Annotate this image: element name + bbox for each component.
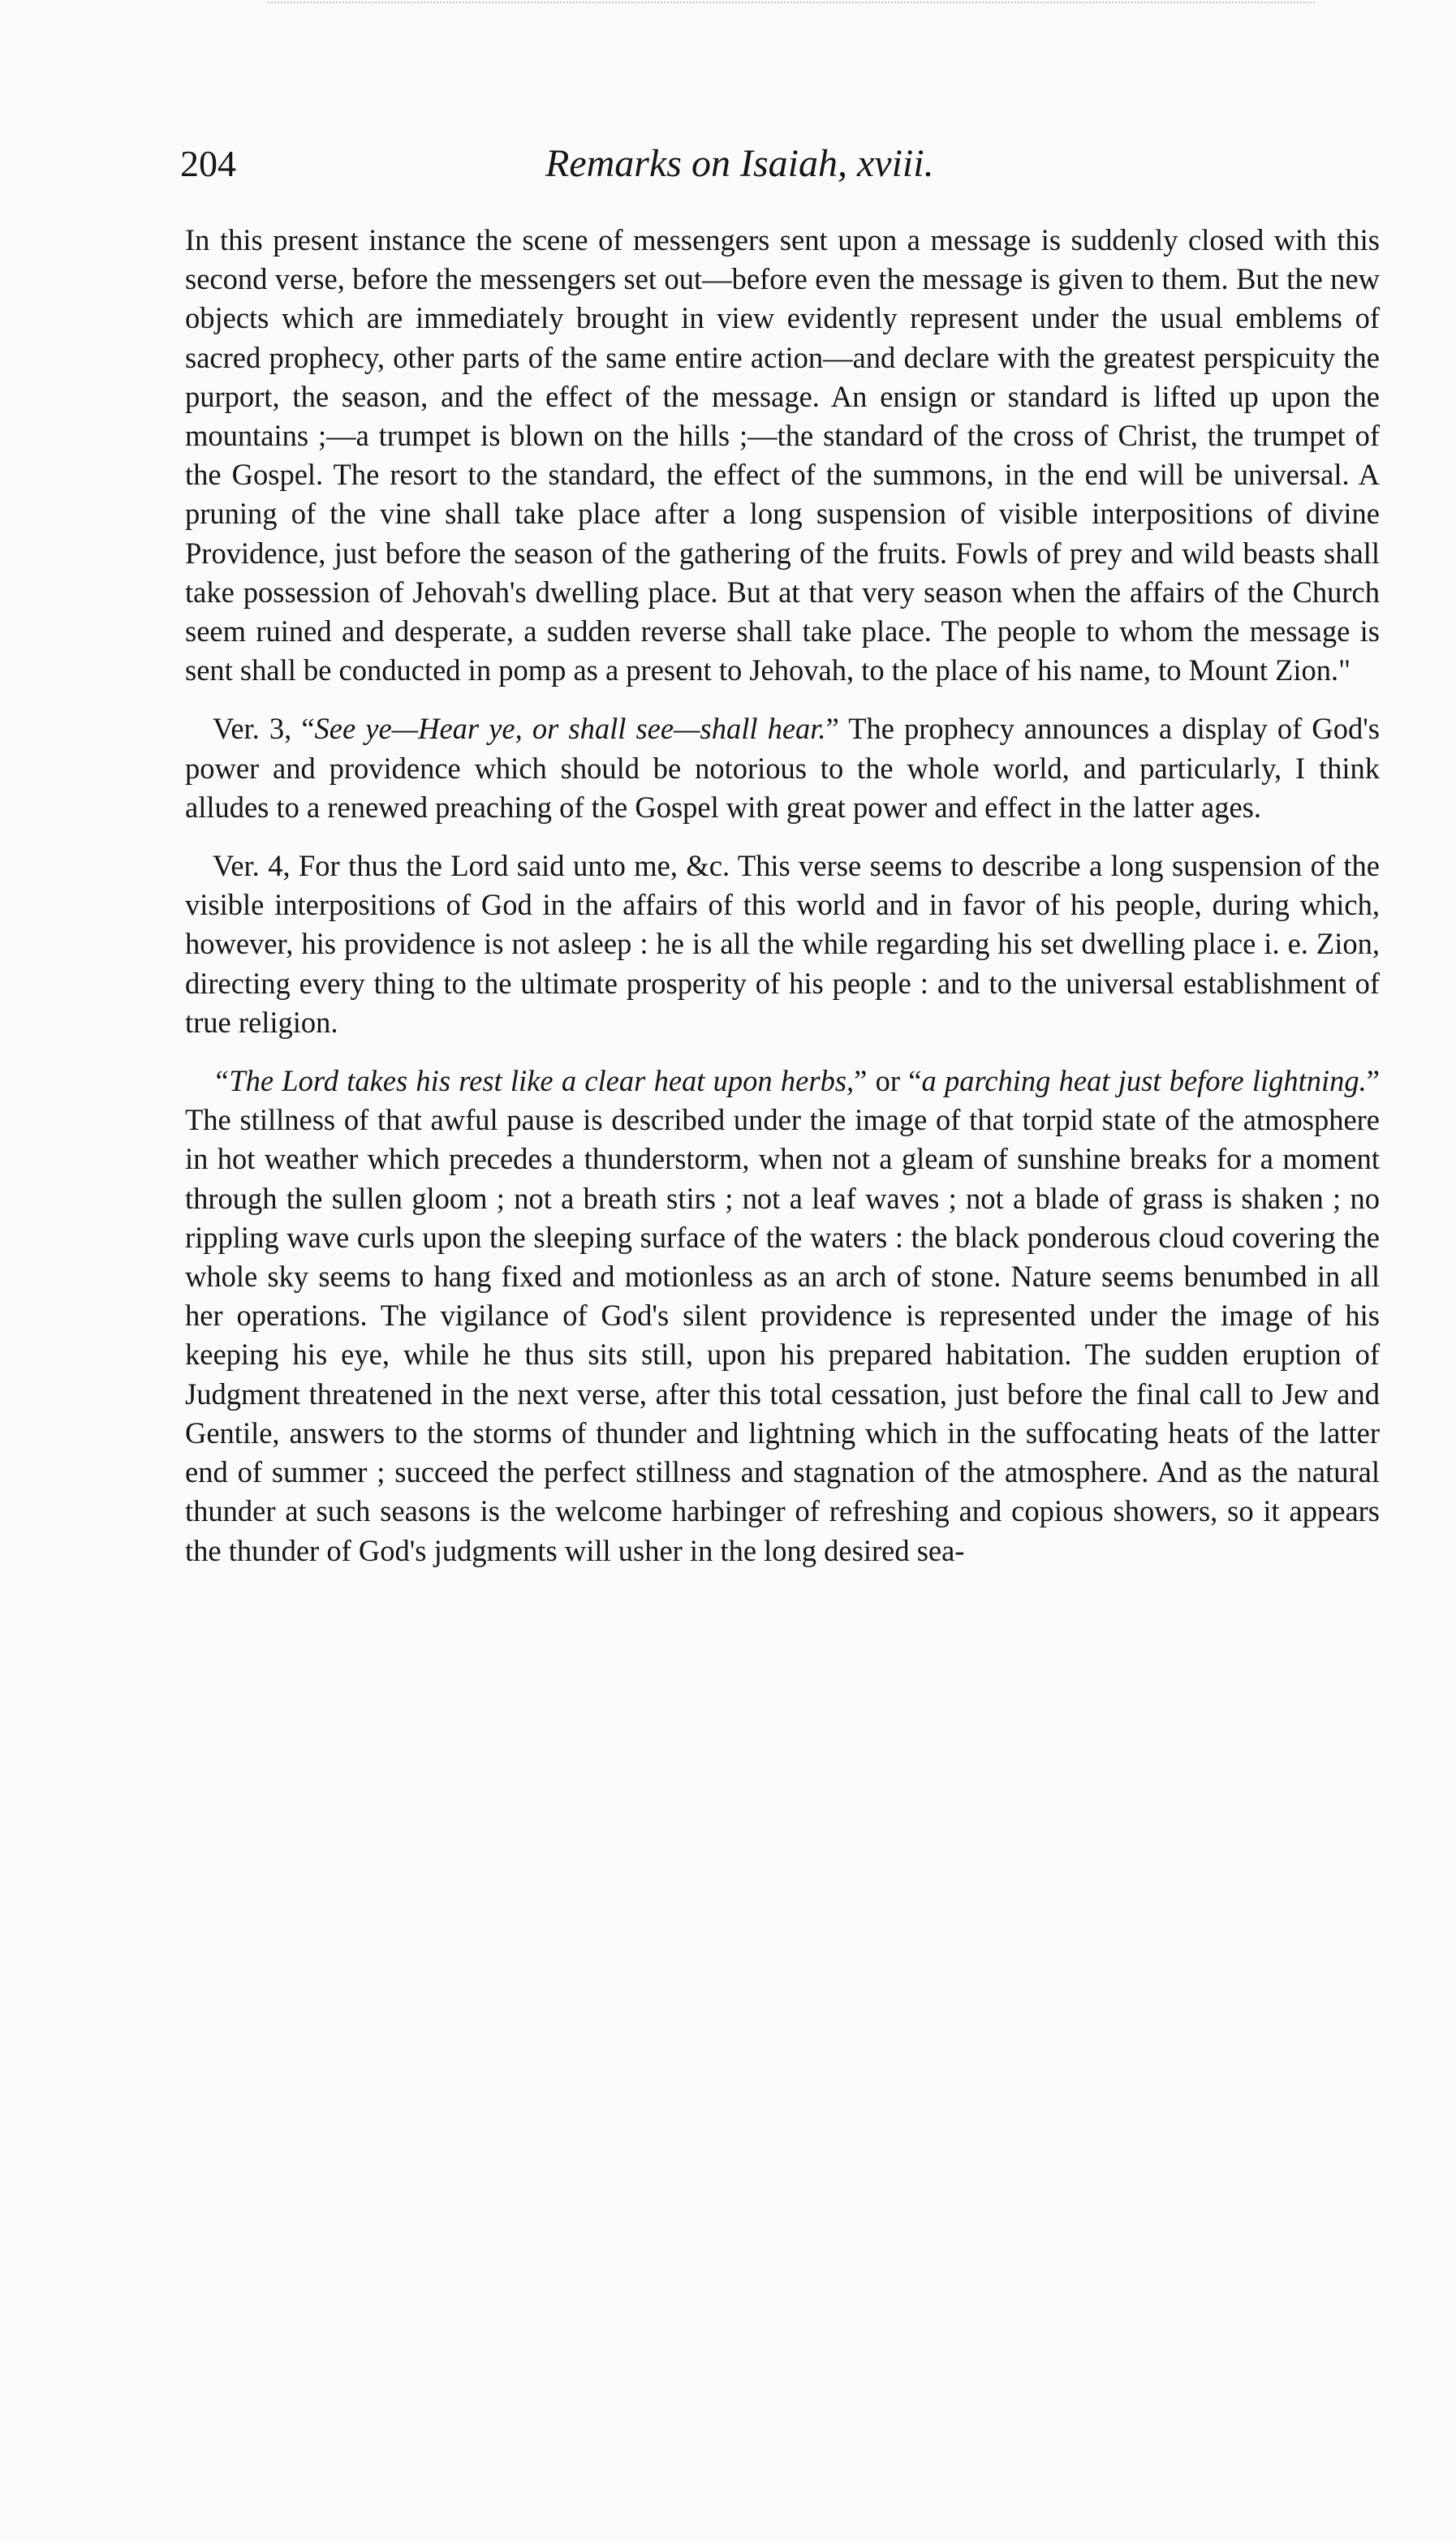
running-title: Remarks on Isaiah, xviii. (545, 142, 934, 185)
page-number: 204 (180, 143, 236, 184)
paragraph-4 (185, 1062, 1380, 1570)
quote-connector: ” or “ (854, 1064, 922, 1098)
paragraph-3: Ver. 4, For thus the Lord said unto me, &c. This verse seems to describe a long suspension of the visible interpositions of God in the affairs of this world and in favor of his people, during which, however, his providence is not asleep : he is all the while regarding his set dwelling place i. e. Zion, directing every thing to the ultimate prosperity of his people : and to the universal establishment of true religion. (185, 849, 1380, 1039)
paragraph-2 (185, 709, 1380, 827)
verse-ref-3: Ver. 3, “ (213, 712, 315, 746)
running-head (180, 140, 1381, 196)
verse-quote-3: See ye—Hear ye, or shall see—shall hear. (314, 712, 826, 746)
top-edge-specks (268, 2, 1315, 16)
quote-rest-like-heat: “The Lord takes his rest like a clear heat upon herbs, (213, 1064, 855, 1098)
quote-parching-heat: a parching heat just before lightning. (921, 1064, 1367, 1098)
paragraph-4-body: ” The stillness of that awful pause is described under the image of that torpid state of the atmosphere in hot weather which precedes a thunderstorm, when not a gleam of sunshine breaks for a moment through the sullen gloom ; not a breath stirs ; not a leaf waves ; not a blade of grass is shaken ; no rippling wave curls upon the sleeping surface of the waters : the black ponderous cloud covering the whole sky seems to hang fixed and motionless as an arch of stone. Nature seems benumbed in all her operations. The vigilance of God's silent providence is represented under the image of his keeping his eye, while he thus sits still, upon his prepared habitation. The sudden eruption of Judgment threatened in the next verse, after this total cessation, just before the final call to Jew and Gentile, answers to the storms of thunder and lightning which in the suffocating heats of the latter end of summer ; succeed the perfect stillness and stagnation of the atmosphere. And as the natural thunder at such seasons is the welcome harbinger of refreshing and copious showers, so it appears the thunder of God's judgments will usher in the long desired sea- (185, 1064, 1380, 1567)
body-text (185, 221, 1380, 1570)
paragraph-2-body: ” The prophecy announces a display of God's power and providence which should be notorious to the whole world, and particularly, I think alludes to a renewed preaching of the Gospel with great power and effect in the latter ages. (185, 712, 1380, 824)
paragraph-1: In this present instance the scene of messengers sent upon a message is suddenly closed with this second verse, before the messengers set out—before even the message is given to them. But the new objects which are immediately brought in view evidently represent under the usual emblems of sacred prophecy, other parts of the same entire action—and declare with the greatest perspicuity the purport, the season, and the effect of the message. An ensign or standard is lifted up upon the mountains ;—a trumpet is blown on the hills ;—the standard of the cross of Christ, the trumpet of the Gospel. The resort to the standard, the effect of the summons, in the end will be universal. A pruning of the vine shall take place after a long suspension of visible interpositions of divine Providence, just before the season of the gathering of the fruits. Fowls of prey and wild beasts shall take possession of Jehovah's dwelling place. But at that very season when the affairs of the Church seem ruined and desperate, a sudden reverse shall take place. The people to whom the message is sent shall be conducted in pomp as a present to Jehovah, to the place of his name, to Mount Zion." (185, 223, 1380, 687)
